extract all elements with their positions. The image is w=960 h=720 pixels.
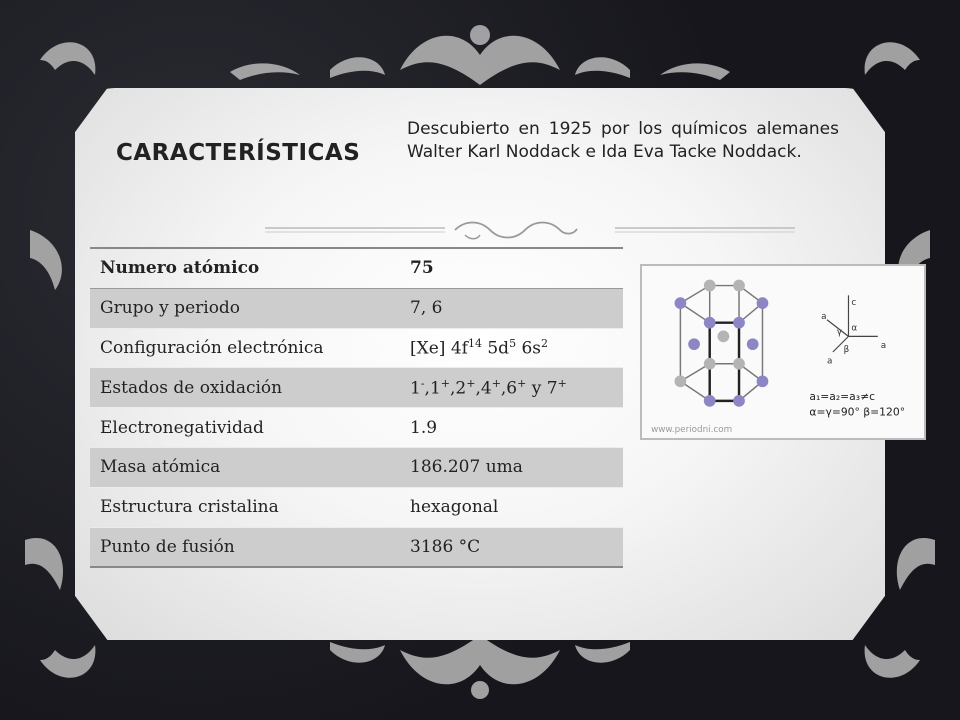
value-text: ,1	[424, 378, 441, 399]
value-text: y 7	[526, 378, 558, 399]
axis-label-a2: a	[880, 341, 887, 352]
angle-gamma: γ	[836, 327, 842, 338]
angle-alpha: α	[851, 323, 858, 334]
table-header-row	[90, 248, 623, 288]
table-value-cell: hexagonal	[400, 487, 623, 527]
properties-table	[90, 247, 623, 568]
table-key-cell: Configuración electrónica	[90, 328, 400, 368]
divider-ornament	[265, 215, 795, 245]
value-text: 1	[410, 378, 421, 399]
value-text: [Xe] 4f	[410, 338, 468, 359]
angle-beta: β	[843, 345, 850, 355]
superscript: 14	[467, 337, 482, 351]
value-text: 6s	[516, 338, 542, 359]
axis-label-a1: a	[826, 356, 833, 367]
table-key-cell: Numero atómico	[90, 248, 400, 288]
table-value-cell: 1.9	[400, 408, 623, 448]
lattice-relation-lengths: a₁=a₂=a₃≠c	[809, 389, 876, 403]
lattice-relation-angles: α=γ=90° β=120°	[809, 405, 906, 419]
superscript: 5	[509, 337, 517, 351]
value-text: ,4	[475, 378, 492, 399]
superscript: -	[420, 376, 425, 390]
table-key-cell: Punto de fusión	[90, 527, 400, 567]
axis-label-c: c	[851, 298, 857, 309]
table-key-cell: Estados de oxidación	[90, 368, 400, 408]
table-row	[90, 288, 623, 328]
crystal-structure-image	[640, 264, 926, 440]
value-text: 5d	[481, 338, 510, 359]
table-row	[90, 368, 623, 408]
table-row	[90, 328, 623, 368]
superscript: +	[491, 376, 501, 390]
value-text: ,2	[450, 378, 467, 399]
table-row	[90, 447, 623, 487]
table-value-cell	[400, 368, 623, 408]
superscript: +	[440, 376, 450, 390]
intro-paragraph: Descubierto en 1925 por los químicos alemanes Walter Karl Noddack e Ida Eva Tacke Noddack.	[407, 119, 839, 162]
table-row	[90, 527, 623, 567]
table-value-cell: 75	[400, 248, 623, 288]
superscript: 2	[541, 337, 549, 351]
superscript: +	[466, 376, 476, 390]
axis-label-a3: a	[821, 311, 827, 322]
table-value-cell: 3186 °C	[400, 527, 623, 567]
table-row	[90, 487, 623, 527]
image-credit: www.periodni.com	[651, 425, 733, 436]
slide-title: CARACTERÍSTICAS	[116, 140, 361, 166]
table-value-cell	[400, 328, 623, 368]
table-key-cell: Masa atómica	[90, 447, 400, 487]
table-value-cell: 7, 6	[400, 288, 623, 328]
table-key-cell: Grupo y periodo	[90, 288, 400, 328]
table-row	[90, 408, 623, 448]
table-key-cell: Estructura cristalina	[90, 487, 400, 527]
superscript: +	[517, 376, 527, 390]
table-value-cell: 186.207 uma	[400, 447, 623, 487]
superscript: +	[557, 376, 567, 390]
value-text: ,6	[500, 378, 518, 399]
table-key-cell: Electronegatividad	[90, 408, 400, 448]
